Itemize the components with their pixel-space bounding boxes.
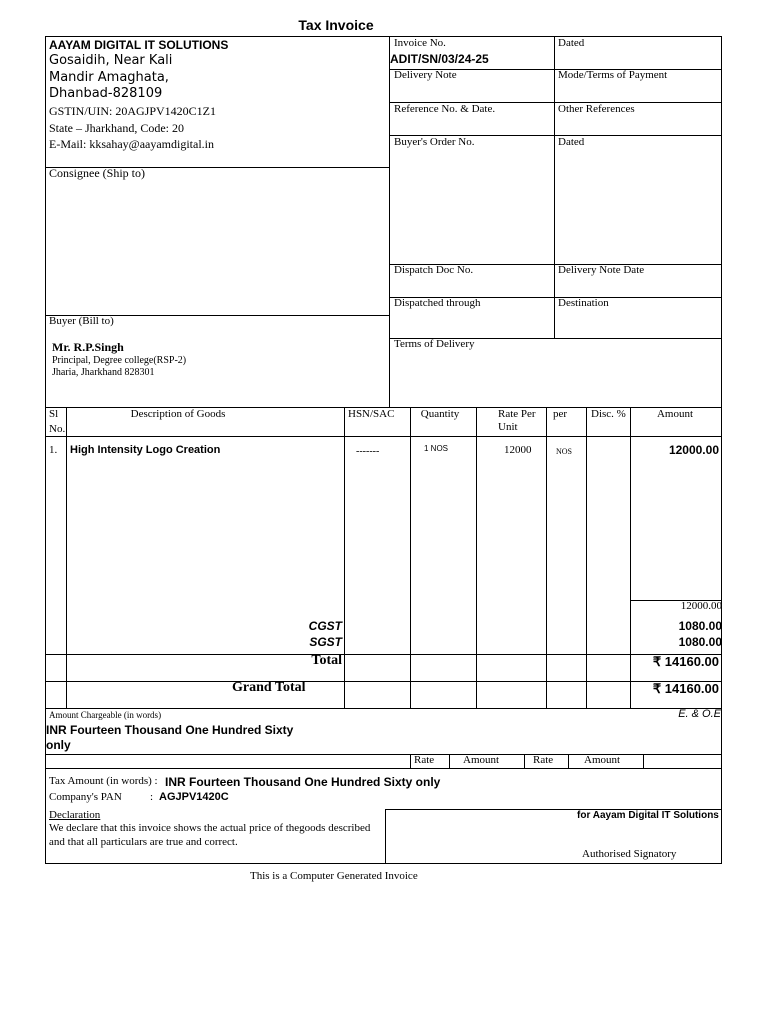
- for-company-label: for Aayam Digital IT Solutions: [577, 810, 719, 821]
- col-line: [410, 407, 411, 709]
- top-mid-divider: [389, 36, 390, 407]
- order-dated-label: Dated: [558, 136, 585, 148]
- delivery-note-date-label: Delivery Note Date: [558, 264, 645, 276]
- tax-strip-divider: [410, 754, 411, 768]
- col-header-hsn: HSN/SAC: [348, 408, 395, 420]
- total-value: ₹ 14160.00: [652, 654, 719, 669]
- col-header-rate-unit: Unit: [498, 421, 518, 433]
- tax-amount-header: Amount: [463, 754, 500, 766]
- dispatched-through-label: Dispatched through: [394, 297, 481, 309]
- destination-label: Destination: [558, 297, 609, 309]
- frame-bottom-line: [45, 863, 722, 864]
- other-references-label: Other References: [558, 103, 635, 115]
- row-hsn: -------: [356, 446, 380, 457]
- tax-amount-words: INR Fourteen Thousand One Hundred Sixty only: [165, 775, 441, 789]
- row-rate: 12000: [504, 444, 532, 456]
- computer-generated-note: This is a Computer Generated Invoice: [250, 870, 418, 882]
- meta-col-divider: [554, 36, 555, 338]
- cgst-value: 1080.00: [678, 619, 722, 633]
- col-header-disc: Disc. %: [591, 408, 626, 420]
- col-header-sl-no: No.: [49, 423, 66, 435]
- pan-separator: :: [150, 791, 154, 803]
- col-line: [586, 407, 587, 709]
- seller-email: E-Mail: kksahay@aayamdigital.in: [49, 137, 215, 151]
- authorised-signatory-label: Authorised Signatory: [582, 848, 677, 860]
- tax-strip-bottom-line: [45, 768, 722, 769]
- pan-value: AGJPV1420C: [159, 791, 229, 803]
- total-bottom-line: [45, 681, 722, 682]
- terms-of-delivery-label: Terms of Delivery: [394, 338, 475, 350]
- tax-amount-header: Amount: [584, 754, 621, 766]
- buyers-order-label: Buyer's Order No.: [394, 136, 475, 148]
- col-header-per: per: [553, 408, 568, 420]
- tax-strip-top-line: [45, 754, 722, 755]
- amount-words-line: only: [46, 738, 71, 752]
- col-header-sl: Sl: [49, 408, 59, 420]
- frame-right-line: [721, 36, 722, 864]
- invoice-no-value: ADIT/SN/03/24-25: [390, 52, 489, 66]
- col-line: [476, 407, 477, 709]
- total-label: Total: [311, 653, 342, 668]
- reference-label: Reference No. & Date.: [394, 103, 496, 115]
- grand-total-value: ₹ 14160.00: [652, 681, 719, 696]
- table-header-bottom-line: [45, 436, 722, 437]
- col-line: [546, 407, 547, 709]
- tax-strip-divider: [568, 754, 569, 768]
- document-title: Tax Invoice: [298, 17, 374, 33]
- col-line: [66, 407, 67, 709]
- row-description: High Intensity Logo Creation: [70, 444, 221, 456]
- invoice-no-label: Invoice No.: [394, 37, 446, 49]
- col-header-description: Description of Goods: [130, 408, 226, 420]
- total-top-line: [45, 654, 722, 655]
- buyer-address-line: Jharia, Jharkhand 828301: [52, 367, 155, 378]
- row-sl: 1.: [49, 444, 58, 456]
- tax-strip-divider: [524, 754, 525, 768]
- tax-strip-divider: [449, 754, 450, 768]
- grand-total-label: Grand Total: [232, 680, 306, 695]
- seller-state: State – Jharkhand, Code: 20: [49, 121, 184, 135]
- dated-label: Dated: [558, 37, 585, 49]
- row-quantity: 1 NOS: [424, 444, 449, 453]
- tax-strip-divider: [643, 754, 644, 768]
- payment-terms-label: Mode/Terms of Payment: [558, 69, 668, 81]
- amount-words-label: Amount Chargeable (in words): [49, 710, 162, 720]
- seller-address-line: Mandir Amaghata,: [49, 70, 169, 85]
- cgst-label: CGST: [308, 619, 342, 633]
- grand-total-bottom-line: [45, 708, 722, 709]
- col-header-amount: Amount: [656, 408, 694, 420]
- frame-top-line: [45, 36, 722, 37]
- amount-words-line: INR Fourteen Thousand One Hundred Sixty: [46, 723, 294, 737]
- seller-address-line: Gosaidih, Near Kali: [49, 53, 173, 68]
- eoe-label: E. & O.E: [678, 708, 721, 720]
- consignee-label: Consignee (Ship to): [49, 166, 145, 180]
- buyer-address-line: Principal, Degree college(RSP-2): [52, 355, 187, 366]
- buyer-name: Mr. R.P.Singh: [52, 340, 124, 354]
- buyer-label: Buyer (Bill to): [49, 315, 114, 327]
- seller-address-line: Dhanbad-828109: [49, 86, 163, 101]
- delivery-note-label: Delivery Note: [394, 69, 457, 81]
- declaration-label: Declaration: [49, 809, 101, 821]
- pan-label: Company's PAN: [49, 791, 122, 803]
- seller-gstin: GSTIN/UIN: 20AGJPV1420C1Z1: [49, 104, 217, 118]
- declaration-text: We declare that this invoice shows the actual price of thegoods described: [49, 822, 371, 834]
- sgst-value: 1080.00: [678, 635, 722, 649]
- col-header-rate: Rate Per: [498, 408, 536, 420]
- sgst-label: SGST: [309, 635, 342, 649]
- row-amount: 12000.00: [668, 443, 719, 457]
- seller-name: AAYAM DIGITAL IT SOLUTIONS: [49, 38, 229, 52]
- row-per: NOS: [556, 447, 573, 456]
- tax-rate-header: Rate: [414, 754, 435, 766]
- declaration-text: and that all particulars are true and correct.: [49, 836, 238, 848]
- col-header-quantity: Quantity: [420, 408, 460, 420]
- signature-box-left-line: [385, 809, 386, 864]
- tax-rate-header: Rate: [533, 754, 554, 766]
- subtotal-value: 12000.00: [680, 600, 722, 612]
- tax-amount-label: Tax Amount (in words) :: [49, 775, 158, 787]
- col-line: [344, 407, 345, 709]
- dispatch-doc-label: Dispatch Doc No.: [394, 264, 474, 276]
